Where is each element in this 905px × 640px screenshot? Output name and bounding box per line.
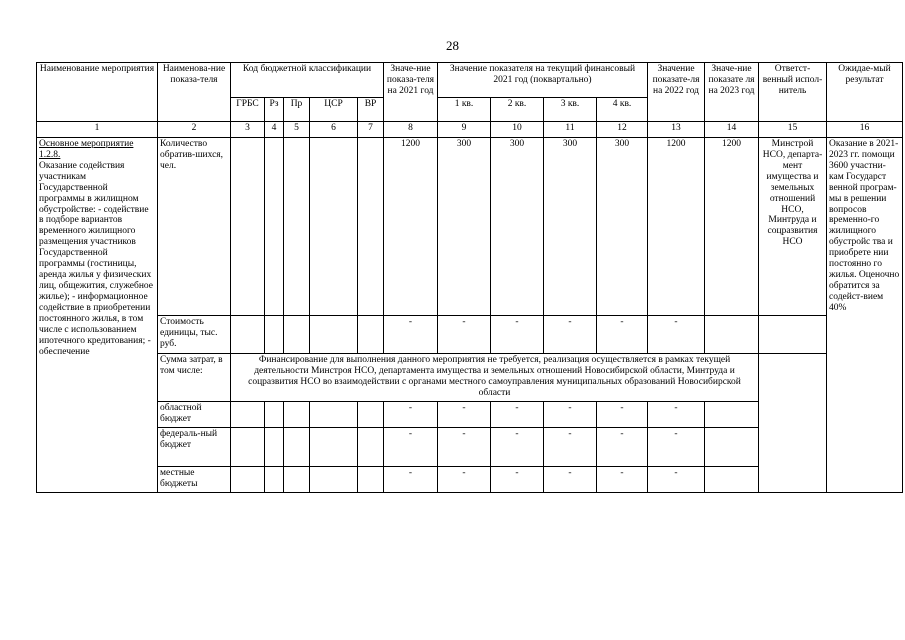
col-number: 10 — [491, 122, 544, 138]
pr-cell — [284, 316, 310, 354]
grbs-cell — [231, 138, 265, 316]
col-number: 7 — [358, 122, 384, 138]
value-2023 — [705, 402, 759, 428]
value-q2: - — [491, 428, 544, 467]
value-2022: - — [648, 428, 705, 467]
vr-cell — [358, 467, 384, 493]
col-number: 13 — [648, 122, 705, 138]
value-2021: - — [384, 467, 438, 493]
value-2022: - — [648, 402, 705, 428]
header-rz: Рз — [265, 98, 284, 122]
col-number: 14 — [705, 122, 759, 138]
value-q1: - — [438, 316, 491, 354]
value-q2: - — [491, 316, 544, 354]
col-number: 2 — [158, 122, 231, 138]
col-number: 4 — [265, 122, 284, 138]
pr-cell — [284, 428, 310, 467]
value-q4: - — [597, 316, 648, 354]
financing-note: Финансирование для выполнения данного мероприятия не требуется, реализация осуществляется в рамках текущей деятельности Минстроя НСО, департамента имущества и земельных отношений Новосибирской области, Минтруда и соцразвития НСО во взаимодействии с органами местного самоуправления муниципальных образований Новосибирской области — [231, 354, 759, 402]
rz-cell — [265, 138, 284, 316]
responsible-empty — [759, 316, 827, 354]
col-number: 11 — [544, 122, 597, 138]
header-expected: Ожидае-мый результат — [827, 63, 903, 122]
header-grbs: ГРБС — [231, 98, 265, 122]
grbs-cell — [231, 316, 265, 354]
header-vr: ВР — [358, 98, 384, 122]
csr-cell — [310, 428, 358, 467]
header-q3: 3 кв. — [544, 98, 597, 122]
value-q3: - — [544, 428, 597, 467]
value-2021: - — [384, 402, 438, 428]
rz-cell — [265, 316, 284, 354]
value-q1: - — [438, 428, 491, 467]
col-number: 1 — [37, 122, 158, 138]
value-q4: - — [597, 428, 648, 467]
value-2022: 1200 — [648, 138, 705, 316]
responsible-executor: Минстрой НСО, департа-мент имущества и земельных отношений НСО, Минтруда и соцразвития НСО — [759, 138, 827, 316]
value-q1: 300 — [438, 138, 491, 316]
activity-table — [36, 62, 903, 493]
activity-cell — [37, 138, 158, 493]
header-value-2022: Значение показате-ля на 2022 год — [648, 63, 705, 122]
responsible-empty — [759, 354, 827, 493]
value-2023 — [705, 316, 759, 354]
value-q4: - — [597, 402, 648, 428]
value-2022: - — [648, 316, 705, 354]
regional-budget-label: областной бюджет — [158, 402, 231, 428]
col-number: 3 — [231, 122, 265, 138]
rz-cell — [265, 402, 284, 428]
header-budget-code: Код бюджетной классификации — [231, 63, 384, 98]
value-2021: - — [384, 316, 438, 354]
header-q4: 4 кв. — [597, 98, 648, 122]
indicator-count-label: Количество обратив-шихся, чел. — [158, 138, 231, 316]
value-2021: 1200 — [384, 138, 438, 316]
value-2023 — [705, 467, 759, 493]
csr-cell — [310, 138, 358, 316]
header-value-2021: Значе-ние показа-теля на 2021 год — [384, 63, 438, 122]
activity-title: Основное мероприятие 1.2.8. — [39, 139, 134, 160]
col-number: 8 — [384, 122, 438, 138]
header-q2: 2 кв. — [491, 98, 544, 122]
col-number: 12 — [597, 122, 648, 138]
value-q4: 300 — [597, 138, 648, 316]
grbs-cell — [231, 428, 265, 467]
header-name: Наименование мероприятия — [37, 63, 158, 122]
value-q2: - — [491, 467, 544, 493]
vr-cell — [358, 316, 384, 354]
expected-result: Оказание в 2021-2023 гг. помощи 3600 участни-кам Государст венной програм-мы в решении вопросов временно-го жилищного обустройс тва и приобрете нии постоянно го жилья. Оценочно обратится за содейст-вием 40% — [827, 138, 903, 493]
pr-cell — [284, 467, 310, 493]
value-q3: - — [544, 402, 597, 428]
vr-cell — [358, 138, 384, 316]
header-q1: 1 кв. — [438, 98, 491, 122]
header-pr: Пр — [284, 98, 310, 122]
csr-cell — [310, 467, 358, 493]
value-2023: 1200 — [705, 138, 759, 316]
pr-cell — [284, 402, 310, 428]
col-number: 6 — [310, 122, 358, 138]
header-value-2023: Значе-ние показате ля на 2023 год — [705, 63, 759, 122]
rz-cell — [265, 467, 284, 493]
header-responsible: Ответст-венный испол-нитель — [759, 63, 827, 122]
value-2022: - — [648, 467, 705, 493]
vr-cell — [358, 402, 384, 428]
value-2021: - — [384, 428, 438, 467]
value-q4: - — [597, 467, 648, 493]
value-q3: - — [544, 467, 597, 493]
value-q2: 300 — [491, 138, 544, 316]
vr-cell — [358, 428, 384, 467]
header-indicator: Наименова-ние показа-теля — [158, 63, 231, 122]
col-number: 16 — [827, 122, 903, 138]
value-q1: - — [438, 467, 491, 493]
indicator-unit-cost-label: Стоимость единицы, тыс. руб. — [158, 316, 231, 354]
value-2023 — [705, 428, 759, 467]
page-number: 28 — [446, 38, 459, 53]
activity-text: Оказание содействия участникам Государственной программы в жилищном обустройстве: - содействие в подборе вариантов временного жилищного размещения участников Государственной программы (гостиницы, аренда жилья у физических лиц, общежития, служебное жилье); - информационное содействие в приобретении постоянного жилья, в том числе с использованием ипотечного кредитования; - обеспечение — [39, 160, 154, 357]
value-q2: - — [491, 402, 544, 428]
local-budgets-label: местные бюджеты — [158, 467, 231, 493]
csr-cell — [310, 402, 358, 428]
csr-cell — [310, 316, 358, 354]
indicator-total-cost-label: Сумма затрат, в том числе: — [158, 354, 231, 402]
rz-cell — [265, 428, 284, 467]
col-number: 5 — [284, 122, 310, 138]
federal-budget-label: федераль-ный бюджет — [158, 428, 231, 467]
col-number: 15 — [759, 122, 827, 138]
value-q3: 300 — [544, 138, 597, 316]
col-number: 9 — [438, 122, 491, 138]
value-q3: - — [544, 316, 597, 354]
header-csr: ЦСР — [310, 98, 358, 122]
header-current-value: Значение показателя на текущий финансовый 2021 год (поквартально) — [438, 63, 648, 98]
grbs-cell — [231, 402, 265, 428]
value-q1: - — [438, 402, 491, 428]
grbs-cell — [231, 467, 265, 493]
pr-cell — [284, 138, 310, 316]
